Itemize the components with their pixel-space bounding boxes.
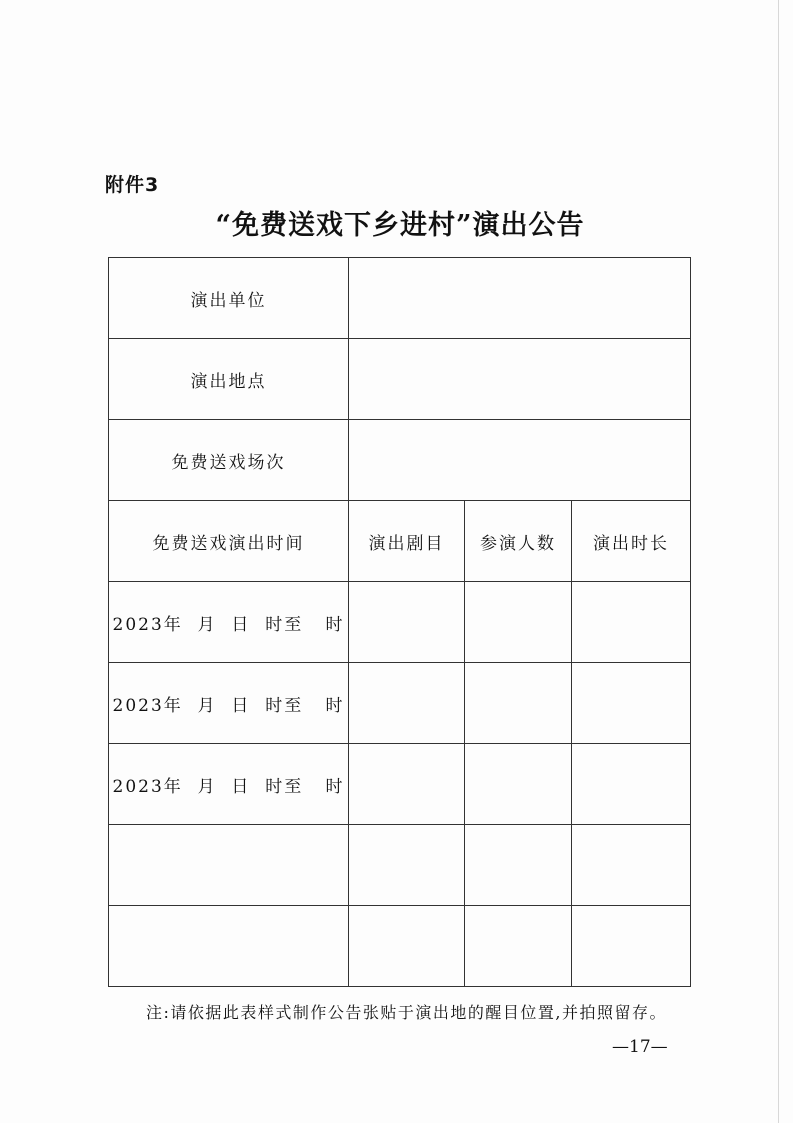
performers-cell[interactable] (465, 582, 572, 663)
document-title: “免费送戏下乡进村”演出公告 (215, 210, 585, 241)
table-row (109, 663, 691, 744)
performers-cell[interactable] (465, 906, 572, 987)
program-cell[interactable] (349, 906, 465, 987)
time-cell[interactable] (109, 906, 349, 987)
table-row (109, 258, 691, 339)
sessions-label-cell: 免费送戏场次 (109, 420, 349, 501)
table-row (109, 420, 691, 501)
program-cell[interactable] (349, 582, 465, 663)
time-cell[interactable] (109, 825, 349, 906)
duration-cell[interactable] (572, 906, 691, 987)
duration-cell[interactable] (572, 663, 691, 744)
duration-cell[interactable] (572, 582, 691, 663)
table-row (109, 825, 691, 906)
header-time: 免费送戏演出时间 (109, 501, 349, 582)
program-cell[interactable] (349, 663, 465, 744)
page-edge-line (778, 0, 779, 1123)
table-row (109, 906, 691, 987)
unit-label-cell: 演出单位 (109, 258, 349, 339)
schedule-header-row (109, 501, 691, 582)
page-number: —17— (612, 1037, 668, 1057)
header-duration: 演出时长 (572, 501, 691, 582)
sessions-value-cell[interactable] (349, 420, 691, 501)
duration-cell[interactable] (572, 744, 691, 825)
program-cell[interactable] (349, 825, 465, 906)
program-cell[interactable] (349, 744, 465, 825)
unit-value-cell[interactable] (349, 258, 691, 339)
performers-cell[interactable] (465, 744, 572, 825)
table-row (109, 339, 691, 420)
location-label-cell: 演出地点 (109, 339, 349, 420)
time-cell[interactable]: 2023年 月 日 时至 时 (109, 582, 349, 663)
table-row (109, 582, 691, 663)
performers-cell[interactable] (465, 825, 572, 906)
time-cell[interactable]: 2023年 月 日 时至 时 (109, 663, 349, 744)
attachment-label: 附件3 (105, 174, 160, 196)
performance-notice-table (108, 257, 691, 987)
header-program: 演出剧目 (349, 501, 465, 582)
performers-cell[interactable] (465, 663, 572, 744)
location-value-cell[interactable] (349, 339, 691, 420)
time-cell[interactable]: 2023年 月 日 时至 时 (109, 744, 349, 825)
table-row (109, 744, 691, 825)
header-performers: 参演人数 (465, 501, 572, 582)
duration-cell[interactable] (572, 825, 691, 906)
footnote: 注:请依据此表样式制作公告张贴于演出地的醒目位置,并拍照留存。 (146, 1003, 667, 1022)
